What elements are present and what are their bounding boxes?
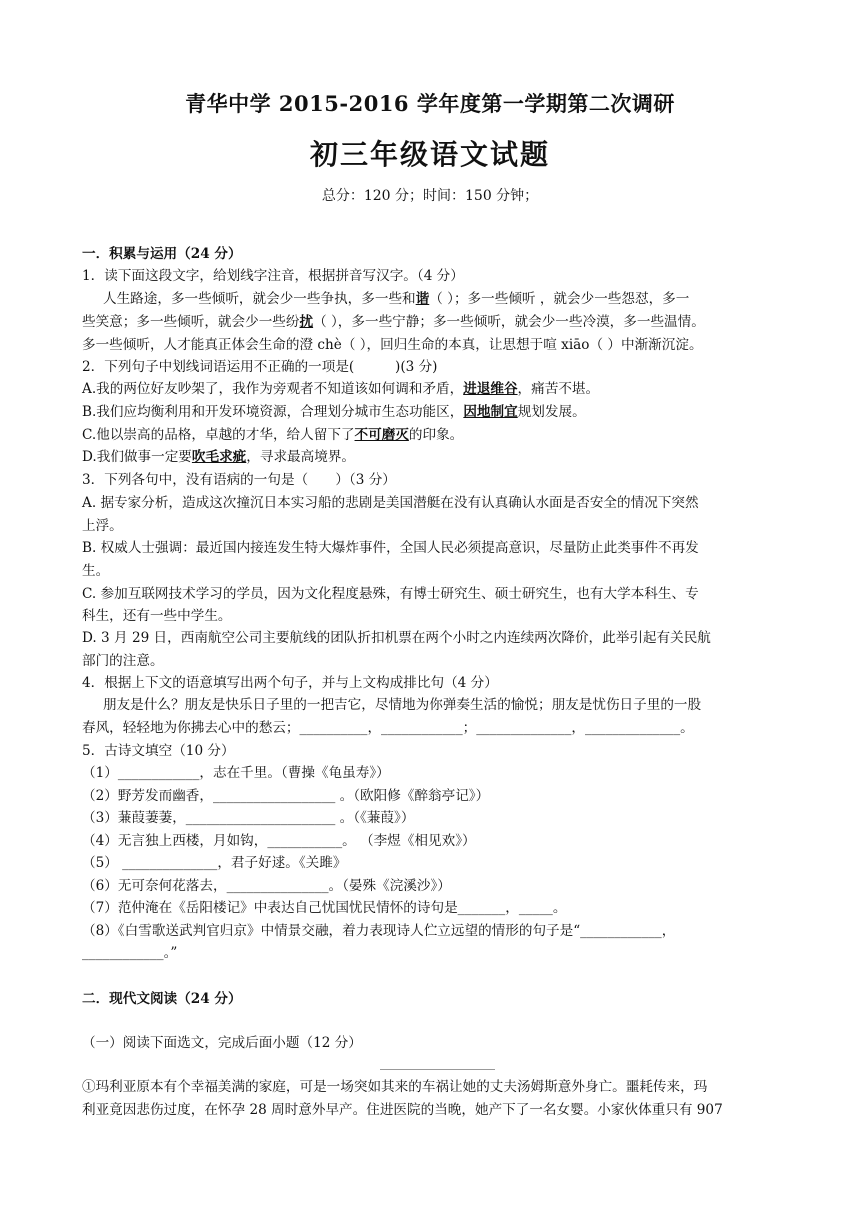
q5-item: ____________。” [82,945,178,961]
q3-option-c-line-2: 科生，还有一些中学生。 [82,608,232,624]
underlined-phrase: 吹毛求疵 [191,449,247,465]
q3-option-a-line-1: A. 据专家分析，造成这次撞沉日本实习船的悲剧是美国潜艇在没有认真确认水面是否安全的情况下突然 [82,495,699,511]
text: ，痛苦不堪。 [517,381,600,397]
q5-stem: 5．古诗文填空（10 分） [82,743,235,759]
q5-item: （7）范仲淹在《岳阳楼记》中表达自己忧国忧民情怀的诗句是_______，_____。 [82,900,567,916]
q4-line-2: 春风，轻轻地为你拂去心中的愁云；__________，____________；______________，______________。 [82,720,694,736]
text: （ ），多一些宁静；多一些倾听，就会少一些冷漠，多一些温情。 [313,314,705,330]
q5-item: （4）无言独上西楼，月如钩，___________。 （李煜《相见欢》） [82,833,476,849]
q1-stem: 1．读下面这段文字，给划线字注音，根据拼音写汉字。（4 分） [82,268,464,284]
q5-item: （3）蒹葭萋萋，______________________ 。（《蒹葭》） [82,810,415,826]
q3-option-c-line-1: C. 参加互联网技术学习的学员，因为文化程度悬殊，有博士研究生、硕士研究生，也有大学本科生、专 [82,586,699,602]
underlined-char: 谐 [415,291,430,307]
q5-item: （1）____________，志在千里。（曹操《龟虽寿》） [82,765,390,781]
q1-line-2 [82,311,782,333]
reading-subheading: （一）阅读下面选文，完成后面小题（12 分） [82,1035,362,1051]
q2-option-b [82,401,782,423]
text: C.他以崇高的品格，卓越的才华，给人留下了 [82,427,355,443]
text: 些笑意；多一些倾听，就会少一些纷 [82,314,300,330]
q2-option-d [82,446,782,468]
q3-option-d-line-2: 部门的注意。 [82,653,164,669]
passage-line-1: ①玛利亚原本有个幸福美满的家庭，可是一场突如其来的车祸让她的丈夫汤姆斯意外身亡。噩耗传来，玛 [82,1079,708,1095]
q5-item: （6）无可奈何花落去，_______________。（晏殊《浣溪沙》） [82,878,451,894]
q5-item: （5） ______________，君子好逑。《关雎》 [82,855,347,871]
q5-item: （8）《白雪歌送武判官归京》中情景交融，着力表现诗人伫立远望的情形的句子是“____________， [82,923,676,939]
q4-line-1: 朋友是什么？朋友是快乐日子里的一把吉它，尽情地为你弹奏生活的愉悦；朋友是忧伤日子里的一股 [103,697,702,713]
text: （ ）；多一些倾听 ，就会少一些怨怼，多一 [429,291,690,307]
underlined-char: 扰 [299,314,314,330]
text: 人生路途，多一些倾听，就会少一些争执，多一些和 [103,291,416,307]
q3-option-b-line-1: B. 权威人士强调：最近国内接连发生特大爆炸事件，全国人民必须提高意识，尽量防止此类事件不再发 [82,540,699,556]
q1-line-1 [103,288,803,310]
section-2-heading: 二．现代文阅读（24 分） [82,991,242,1007]
passage-line-2: 利亚竟因悲伤过度，在怀孕 28 周时意外早产。住进医院的当晚，她产下了一名女婴。小家伙体重只有 907 [82,1102,723,1118]
q2-option-c [82,424,782,446]
text: ，寻求最高境界。 [246,449,356,465]
q2-option-a [82,378,782,400]
q3-option-b-line-2: 生。 [82,563,110,579]
text: 规划发展。 [517,404,586,420]
section-1-heading: 一．积累与运用（24 分） [82,246,242,262]
q2-stem: 2．下列句子中划线词语运用不正确的一项是( )(3 分) [82,359,438,375]
text: 的印象。 [408,427,464,443]
school-title: 青华中学 2015-2016 学年度第一学期第二次调研 [185,91,675,116]
q3-stem: 3．下列各句中，没有语病的一句是（ ）（3 分） [82,472,396,488]
score-time-info: 总分：120 分；时间：150 分钟； [321,188,539,204]
text: B.我们应均衡利用和开发环境资源，合理划分城市生态功能区， [82,404,464,420]
q3-option-d-line-1: D. 3 月 29 日，西南航空公司主要航线的团队折扣机票在两个小时之内连续两次降价，此举引起有关民航 [82,630,711,646]
q5-item: （2）野芳发而幽香，__________________ 。（欧阳修《醉翁亭记》） [82,788,490,804]
q4-stem: 4．根据上下文的语意填写出两个句子，并与上文构成排比句（4 分） [82,675,498,691]
underlined-phrase: 不可磨灭 [354,427,409,443]
underlined-phrase: 进退维谷 [463,381,518,397]
q3-option-a-line-2: 上浮。 [82,518,123,534]
text: A.我的两位好友吵架了，我作为旁观者不知道该如何调和矛盾， [82,381,464,397]
underlined-phrase: 因地制宜 [463,404,518,420]
text: D.我们做事一定要 [82,449,192,465]
q1-line-3: 多一些倾听，人才能真正体会生命的澄 chè（ ），回归生命的本真，让思想于喧 xiāo（ ）中渐渐沉淀。 [82,337,703,353]
divider [380,1069,495,1070]
exam-title: 初三年级语文试题 [309,138,550,171]
